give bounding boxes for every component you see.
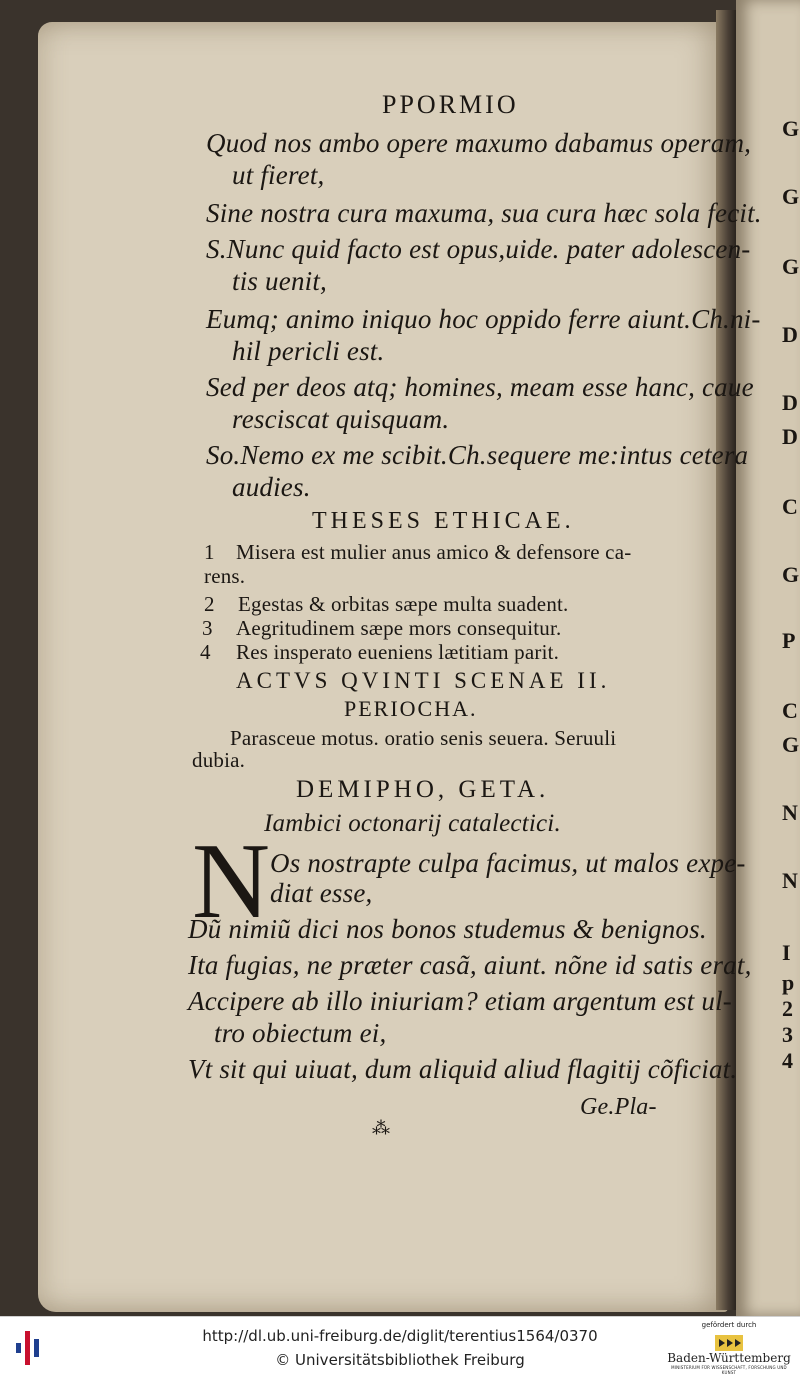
viewer-footer (0, 1316, 800, 1377)
thesis-number: 1 (204, 540, 215, 564)
permalink-url[interactable]: http://dl.ub.uni-freiburg.de/diglit/terentius1564/0370 (202, 1327, 598, 1345)
text-line: Sed per deos atq; homines, meam esse hanc, caue (206, 372, 754, 402)
copyright-text: © Universitätsbibliothek Freiburg (275, 1351, 525, 1369)
periocha-line: Parasceue motus. oratio senis seuera. Seruuli (230, 726, 617, 750)
thesis-text: Egestas & orbitas sæpe multa suadent. (238, 592, 569, 616)
edge-letter: G (782, 254, 800, 279)
catchword: Ge.Pla- (580, 1094, 657, 1120)
running-header: PPORMIO (382, 90, 519, 119)
edge-letter: 3 (782, 1022, 793, 1047)
edge-letter: I (782, 940, 791, 965)
signature-mark: ⁂ (372, 1118, 391, 1138)
edge-letter: N (782, 868, 798, 893)
act-title: ACTVS QVINTI SCENAE II. (236, 668, 611, 693)
edge-letter: D (782, 322, 798, 347)
edge-letter: G (782, 562, 800, 587)
text-line: So.Nemo ex me scibit.Ch.sequere me:intus cetera (206, 440, 749, 470)
sponsor-ministry: MINISTERIUM FÜR WISSENSCHAFT, FORSCHUNG UND KUNST (671, 1365, 787, 1375)
edge-letter: D (782, 390, 798, 415)
speakers: DEMIPHO, GETA. (296, 776, 550, 803)
drop-cap: N (192, 822, 270, 941)
text-line: S.Nunc quid facto est opus,uide. pater adolescen- (206, 234, 751, 264)
edge-letter: 4 (782, 1048, 793, 1073)
verse-line: Dũ nimiũ dici nos bonos studemus & benignos. (188, 914, 707, 944)
sponsor-name: Baden-Württemberg (667, 1351, 791, 1365)
thesis-number: 2 (204, 592, 215, 616)
verse-line: Vt sit qui uiuat, dum aliquid aliud flagitij cõficiat. (188, 1054, 738, 1084)
sponsor-block (664, 1321, 794, 1375)
text-line: hil pericli est. (232, 336, 385, 366)
thesis-number: 3 (202, 616, 213, 640)
text-line: Eumq; animo iniquo hoc oppido ferre aiunt.Ch.ni- (206, 304, 761, 334)
text-line: resciscat quisquam. (232, 404, 450, 434)
periocha-title: PERIOCHA. (344, 696, 478, 721)
edge-letter: P (782, 628, 796, 653)
periocha-line: dubia. (192, 748, 246, 772)
thesis-text: Misera est mulier anus amico & defensore ca- (236, 540, 632, 564)
edge-letter: C (782, 494, 798, 519)
text-line: tis uenit, (232, 266, 327, 296)
thesis-number: 4 (200, 640, 211, 664)
sponsor-label: gefördert durch (701, 1321, 757, 1329)
text-line: ut fieret, (232, 160, 325, 190)
edge-letter: G (782, 116, 800, 141)
coat-of-arms-icon (715, 1333, 743, 1353)
meter-note: Iambici octonarij catalectici. (264, 810, 561, 837)
theses-title: THESES ETHICAE. (312, 508, 575, 534)
verse-line: Os nostrapte culpa facimus, ut malos expe- (270, 848, 746, 878)
edge-letter: G (782, 184, 800, 209)
verse-line: diat esse, (270, 878, 373, 908)
thesis-text: rens. (204, 564, 246, 588)
verse-line: Ita fugias, ne præter casã, aiunt. nõne id satis erat, (188, 950, 752, 980)
edge-letter: 2 (782, 996, 793, 1021)
edge-letter: D (782, 424, 798, 449)
edge-letter: p (782, 970, 795, 995)
thesis-text: Res insperato eueniens lætitiam parit. (236, 640, 560, 664)
text-line: Quod nos ambo opere maxumo dabamus operam, (206, 128, 752, 158)
edge-letter: G (782, 732, 800, 757)
verse-line: tro obiectum ei, (214, 1018, 387, 1048)
text-line: Sine nostra cura maxuma, sua cura hæc sola fecit. (206, 198, 762, 228)
thesis-text: Aegritudinem sæpe mors consequitur. (236, 616, 562, 640)
text-line: audies. (232, 472, 311, 502)
edge-letter: C (782, 698, 798, 723)
verse-line: Accipere ab illo iniuriam? etiam argentum est ul- (188, 986, 732, 1016)
edge-letter: N (782, 800, 798, 825)
